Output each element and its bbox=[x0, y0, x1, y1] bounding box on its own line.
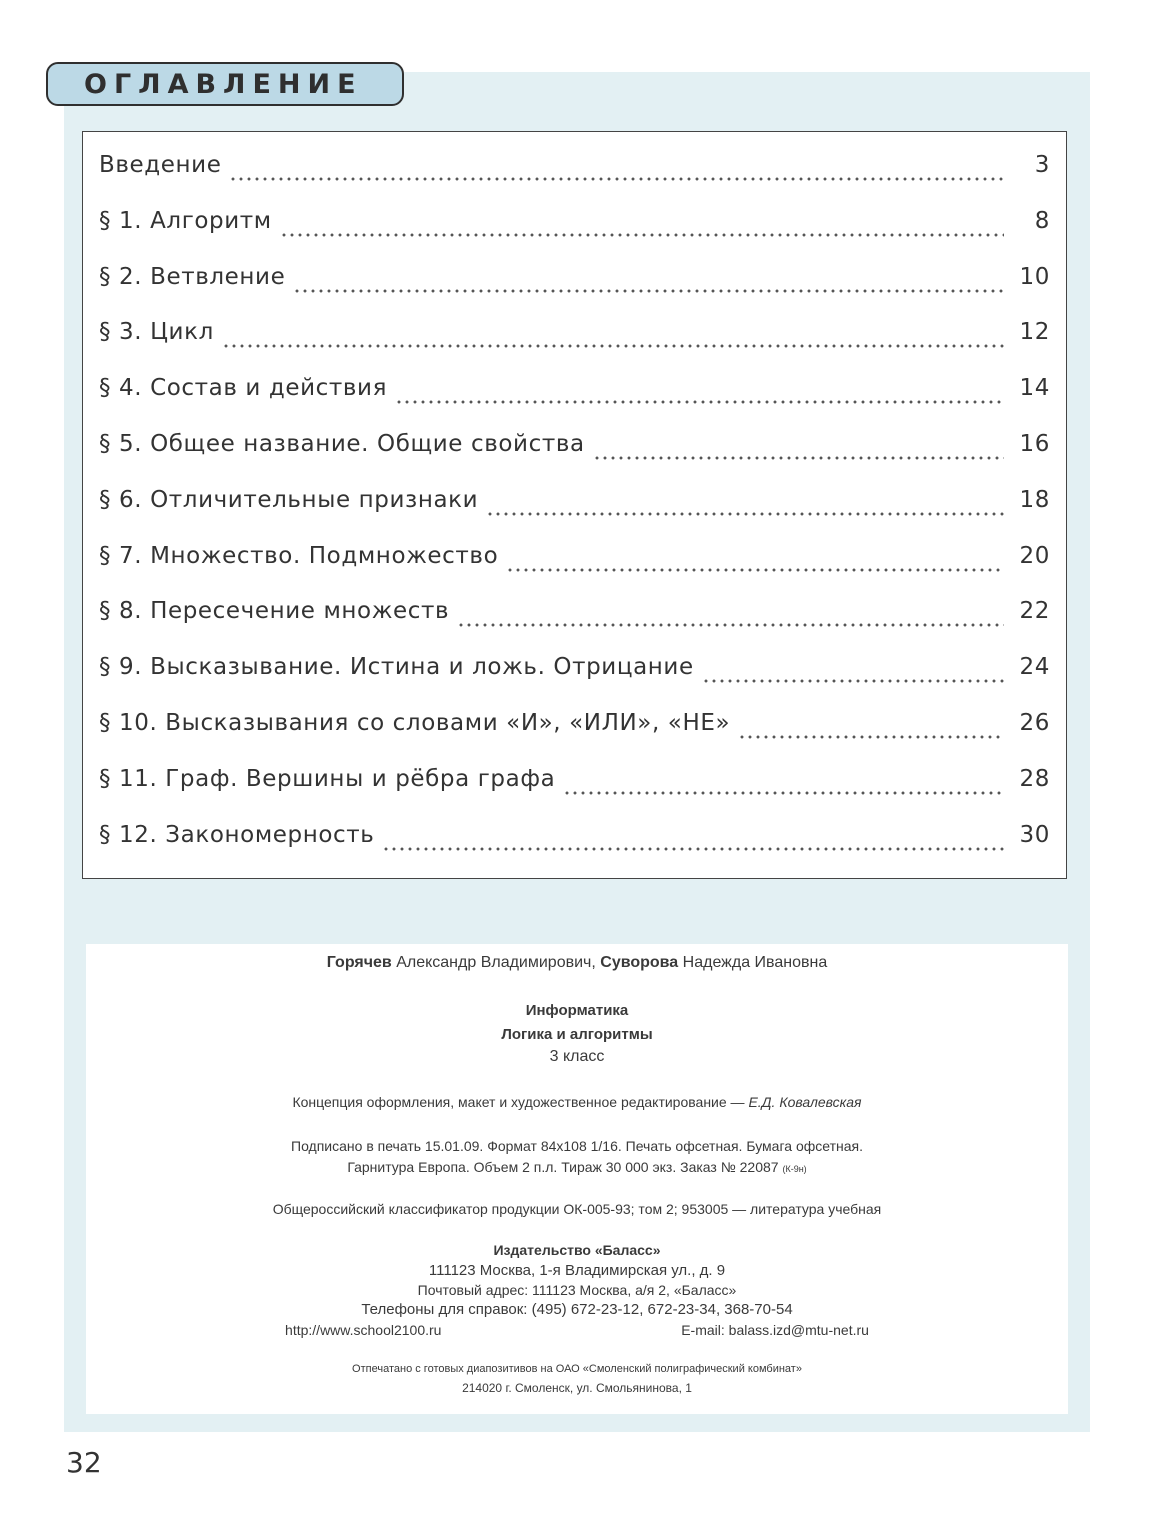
design-credit bbox=[86, 1094, 1068, 1110]
author2-name: Надежда Ивановна bbox=[682, 954, 828, 971]
author1-name: Александр Владимирович, bbox=[396, 954, 596, 971]
toc-entry[interactable] bbox=[99, 264, 1050, 304]
table-of-contents bbox=[82, 131, 1067, 879]
toc-entry[interactable] bbox=[99, 208, 1050, 248]
email-link[interactable]: E-mail: balass.izd@mtu-net.ru bbox=[681, 1322, 869, 1338]
toc-entry[interactable] bbox=[99, 710, 1050, 750]
author1-surname: Горячев bbox=[326, 954, 392, 971]
toc-entry[interactable] bbox=[99, 654, 1050, 694]
toc-entry[interactable] bbox=[99, 319, 1050, 359]
grade: 3 класс bbox=[549, 1048, 605, 1065]
print-info-suffix: (К-9н) bbox=[782, 1164, 807, 1174]
toc-entry-title: § 4. Состав и действия bbox=[99, 375, 388, 402]
toc-entry-title: § 2. Ветвление bbox=[99, 263, 286, 290]
toc-leader-dots bbox=[738, 735, 1004, 739]
toc-leader-dots bbox=[563, 791, 1004, 795]
toc-entry-page: 20 bbox=[1019, 542, 1050, 569]
page-number: 32 bbox=[66, 1446, 102, 1479]
toc-leader-dots bbox=[506, 568, 1004, 572]
publisher-name: Издательство «Баласс» bbox=[493, 1242, 661, 1258]
toc-entry-page: 18 bbox=[1019, 486, 1050, 513]
toc-entry-title: § 5. Общее название. Общие свойства bbox=[99, 431, 585, 457]
toc-entry-page: 24 bbox=[1019, 654, 1050, 681]
toc-entry-page: 16 bbox=[1019, 431, 1050, 457]
author2-surname: Суворова bbox=[600, 954, 679, 971]
print-info-line1: Подписано в печать 15.01.09. Формат 84x108 1/16. Печать офсетная. Бумага офсетная. bbox=[291, 1138, 863, 1154]
toc-entry-title: Введение bbox=[99, 152, 222, 178]
toc-entry-title: § 3. Цикл bbox=[99, 319, 214, 346]
contents-heading: ОГЛАВЛЕНИЕ bbox=[46, 62, 404, 106]
toc-entry-page: 30 bbox=[1019, 821, 1050, 848]
toc-leader-dots bbox=[280, 233, 1004, 237]
toc-leader-dots bbox=[222, 344, 1004, 348]
toc-leader-dots bbox=[486, 512, 1004, 516]
toc-entry-title: § 10. Высказывания со словами «И», «ИЛИ», «НЕ» bbox=[99, 710, 731, 736]
toc-leader-dots bbox=[382, 847, 1004, 851]
toc-entry-title: § 6. Отличительные признаки bbox=[99, 486, 479, 513]
print-info-line2 bbox=[86, 1159, 1068, 1175]
phones-line: Телефоны для справок: (495) 672-23-12, 672-23-34, 368-70-54 bbox=[361, 1301, 793, 1318]
classifier-line: Общероссийский классификатор продукции ОК-005-93; том 2; 953005 — литература учебная bbox=[272, 1201, 882, 1217]
postal-address: Почтовый адрес: 111123 Москва, а/я 2, «Баласс» bbox=[417, 1282, 737, 1298]
book-subtitle: Логика и алгоритмы bbox=[501, 1026, 653, 1043]
design-text: Концепция оформления, макет и художественное редактирование — bbox=[292, 1094, 745, 1110]
toc-entry[interactable] bbox=[99, 431, 1050, 471]
toc-entry-page: 3 bbox=[1034, 152, 1050, 178]
toc-leader-dots bbox=[229, 177, 1004, 181]
toc-entry-page: 14 bbox=[1019, 375, 1050, 402]
toc-leader-dots bbox=[702, 679, 1004, 683]
toc-leader-dots bbox=[593, 456, 1004, 460]
contacts-line bbox=[86, 1322, 1068, 1338]
toc-entry-page: 10 bbox=[1019, 263, 1050, 290]
website-link[interactable]: http://www.school2100.ru bbox=[285, 1322, 442, 1338]
toc-entry[interactable] bbox=[99, 598, 1050, 638]
imprint-block bbox=[86, 944, 1068, 1414]
toc-entry-title: § 12. Закономерность bbox=[99, 821, 375, 848]
toc-entry-page: 22 bbox=[1019, 598, 1050, 625]
toc-entry-page: 12 bbox=[1019, 319, 1050, 346]
toc-entry[interactable] bbox=[99, 152, 1050, 192]
design-name: Е.Д. Ковалевская bbox=[748, 1094, 862, 1110]
toc-leader-dots bbox=[293, 289, 1004, 293]
toc-entry[interactable] bbox=[99, 822, 1050, 862]
toc-entry-title: § 1. Алгоритм bbox=[99, 207, 272, 234]
toc-entry-page: 26 bbox=[1019, 710, 1050, 736]
toc-leader-dots bbox=[395, 400, 1004, 404]
printer-line1: Отпечатано с готовых диапозитивов на ОАО «Смоленский полиграфический комбинат» bbox=[352, 1363, 802, 1375]
publisher-address: 111123 Москва, 1-я Владимирская ул., д. 9 bbox=[428, 1262, 726, 1279]
authors-line bbox=[86, 954, 1068, 972]
toc-entry-title: § 7. Множество. Подмножество bbox=[99, 542, 499, 569]
toc-entry-page: 28 bbox=[1019, 765, 1050, 792]
toc-entry[interactable] bbox=[99, 487, 1050, 527]
toc-entry[interactable] bbox=[99, 543, 1050, 583]
toc-entry[interactable] bbox=[99, 766, 1050, 806]
toc-leader-dots bbox=[457, 623, 1004, 627]
toc-entry-title: § 8. Пересечение множеств bbox=[99, 598, 450, 625]
toc-entry-page: 8 bbox=[1034, 207, 1050, 234]
printer-line2: 214020 г. Смоленск, ул. Смольянинова, 1 bbox=[462, 1381, 692, 1395]
print-info-line2-text: Гарнитура Европа. Объем 2 п.л. Тираж 30 000 экз. Заказ № 22087 bbox=[347, 1159, 779, 1175]
book-title: Информатика bbox=[525, 1002, 629, 1019]
toc-entry-title: § 9. Высказывание. Истина и ложь. Отрицание bbox=[99, 654, 694, 681]
toc-entry-title: § 11. Граф. Вершины и рёбра графа bbox=[99, 765, 556, 792]
toc-entry[interactable] bbox=[99, 375, 1050, 415]
